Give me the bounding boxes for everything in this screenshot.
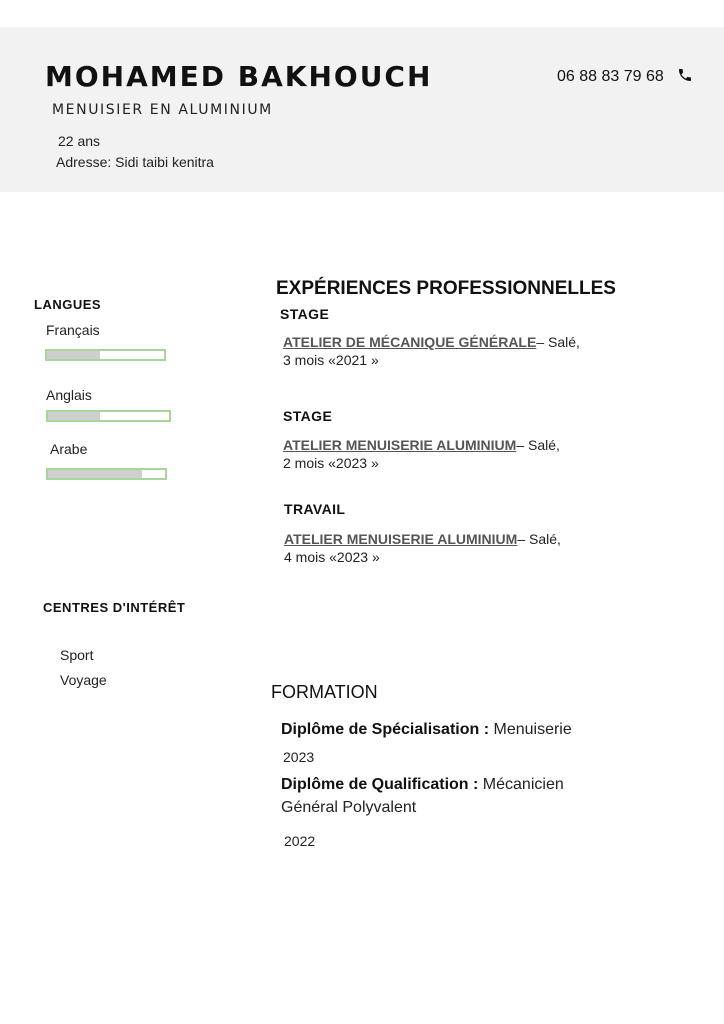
languages-heading: LANGUES <box>34 297 102 312</box>
education-heading: FORMATION <box>271 682 378 702</box>
age: 22 ans <box>58 133 101 149</box>
experience-employer-line <box>283 437 560 453</box>
experience-duration: 3 mois «2021 » <box>283 352 379 368</box>
education-diploma-field: Mécanicien <box>478 776 564 793</box>
experience-type: STAGE <box>280 306 330 322</box>
education-year: 2022 <box>284 833 316 849</box>
language-level-bar <box>46 410 171 422</box>
full-name: MOHAMED BAKHOUCH <box>45 60 433 93</box>
language-level-fill <box>48 412 100 420</box>
language-level-fill <box>48 470 142 478</box>
interest-item: Sport <box>60 647 94 663</box>
experience-company: ATELIER MENUISERIE ALUMINIUM <box>284 531 518 547</box>
experience-employer-line <box>284 531 561 547</box>
language-label: Arabe <box>50 441 88 457</box>
experience-type: STAGE <box>283 408 333 424</box>
education-diploma-label: Diplôme de Spécialisation : <box>281 721 490 738</box>
language-level-bar <box>45 349 166 361</box>
language-label: Français <box>46 322 100 338</box>
job-title: MENUISIER EN ALUMINIUM <box>52 102 273 118</box>
experience-employer-line <box>283 334 580 350</box>
education-diploma-field-continued: Général Polyvalent <box>281 799 417 816</box>
education-year: 2023 <box>283 749 315 765</box>
education-diploma <box>281 721 572 739</box>
address: Adresse: Sidi taibi kenitra <box>56 154 214 170</box>
education-diploma-field: Menuiserie <box>489 721 572 738</box>
language-level-fill <box>47 351 100 359</box>
education-diploma <box>281 776 564 794</box>
phone-icon <box>677 67 693 83</box>
experience-company: ATELIER DE MÉCANIQUE GÉNÉRALE <box>283 334 537 350</box>
language-label: Anglais <box>46 387 92 403</box>
experience-heading: EXPÉRIENCES PROFESSIONNELLES <box>276 278 616 299</box>
experience-duration: 2 mois «2023 » <box>283 455 379 471</box>
experience-type: TRAVAIL <box>284 501 346 517</box>
experience-location: – Salé, <box>516 437 560 453</box>
experience-location: – Salé, <box>517 531 561 547</box>
education-diploma-label: Diplôme de Qualification : <box>281 776 479 793</box>
phone-number[interactable]: 06 88 83 79 68 <box>557 68 664 85</box>
language-level-bar <box>46 468 167 480</box>
experience-duration: 4 mois «2023 » <box>284 549 380 565</box>
interest-item: Voyage <box>60 672 107 688</box>
experience-company: ATELIER MENUISERIE ALUMINIUM <box>283 437 517 453</box>
experience-location: – Salé, <box>536 334 580 350</box>
interests-heading: CENTRES D'INTÉRÊT <box>43 600 186 615</box>
